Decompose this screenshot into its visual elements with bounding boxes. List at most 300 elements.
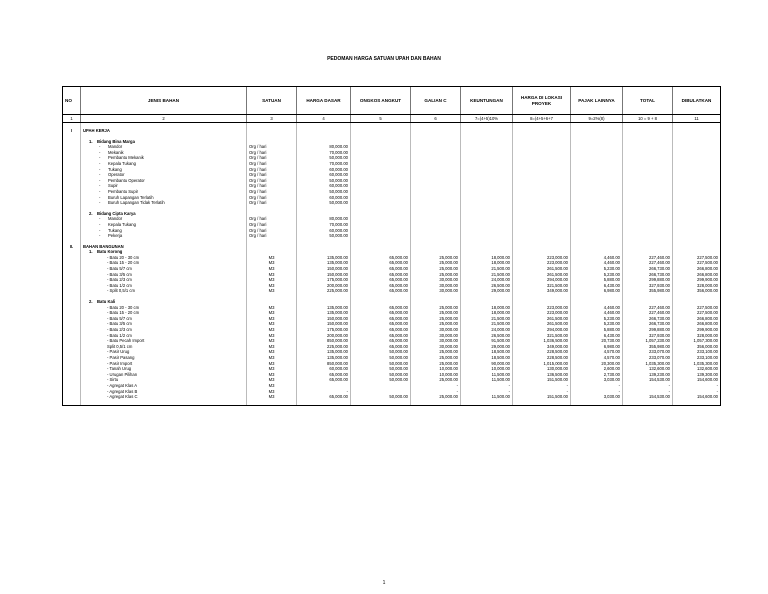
satuan-cell: M3 [247, 333, 297, 339]
harga-dasar-cell: 175,000.00 [297, 327, 351, 333]
header-ongkos-angkut: ONGKOS ANGKUT [351, 87, 411, 115]
harga-lokasi-cell: 223,000.00 [513, 255, 571, 261]
empty-cell [81, 400, 247, 406]
harga-dasar-cell: 60,000.00 [297, 183, 351, 189]
header-galian-c: GALIAN C [411, 87, 461, 115]
harga-lokasi-cell: 294,000.00 [513, 277, 571, 283]
bullet-dash: - [99, 149, 101, 155]
ongkos-angkut-cell: 65,000.00 [351, 338, 411, 344]
satuan-cell: M3 [247, 255, 297, 261]
pajak-cell: - [571, 383, 623, 389]
total-cell: 299,880.00 [623, 327, 673, 333]
satuan-cell: Org / hari [247, 155, 297, 161]
satuan-cell: Org / hari [247, 167, 297, 173]
keuntungan-cell: 18,000.00 [461, 255, 513, 261]
keuntungan-cell: 18,000.00 [461, 310, 513, 316]
satuan-cell: M3 [247, 338, 297, 344]
total-cell: 355,980.00 [623, 288, 673, 294]
empty-cell [411, 400, 461, 406]
satuan-cell: Org / hari [247, 222, 297, 228]
galian-c-cell: - [411, 383, 461, 389]
keuntungan-cell: 21,500.00 [461, 321, 513, 327]
harga-dasar-cell: 850,000.00 [297, 361, 351, 367]
pajak-cell: 5,230.00 [571, 272, 623, 278]
galian-c-cell: 25,000.00 [411, 377, 461, 383]
total-cell: 327,930.00 [623, 333, 673, 339]
item-name: - Batu 15 - 20 cm [81, 310, 247, 316]
total-cell: 299,880.00 [623, 277, 673, 283]
total-cell: 227,460.00 [623, 305, 673, 311]
col-index: 9=2%(8) [571, 115, 623, 123]
pajak-cell: 4,460.00 [571, 260, 623, 266]
ongkos-angkut-cell: 65,000.00 [351, 288, 411, 294]
empty-cell [297, 400, 351, 406]
item-name-text: Kepala Tukang [108, 160, 136, 166]
header-pajak-lainnya: PAJAK LAINNYA [571, 87, 623, 115]
harga-lokasi-cell: 223,000.00 [513, 260, 571, 266]
galian-c-cell: 25,000.00 [411, 255, 461, 261]
satuan-cell: M3 [247, 361, 297, 367]
satuan-cell: Org / hari [247, 200, 297, 206]
item-name: - Agregat Klas A [81, 383, 247, 389]
dibulatkan-cell: 227,500.00 [673, 260, 721, 266]
keuntungan-cell: 26,500.00 [461, 283, 513, 289]
total-cell: 154,530.00 [623, 394, 673, 400]
harga-lokasi-cell: 228,500.00 [513, 349, 571, 355]
pajak-cell: 5,880.00 [571, 277, 623, 283]
item-name: - Batu 15 - 20 cm [81, 260, 247, 266]
harga-lokasi-cell: 223,000.00 [513, 310, 571, 316]
section-title: UPAH KERJA [81, 128, 247, 134]
item-name: - Batu 2/3 cm [81, 327, 247, 333]
harga-lokasi-cell: 223,000.00 [513, 305, 571, 311]
satuan-cell: M3 [247, 327, 297, 333]
keuntungan-cell: 26,500.00 [461, 333, 513, 339]
total-cell: 355,980.00 [623, 344, 673, 350]
satuan-cell: Org / hari [247, 144, 297, 150]
harga-lokasi-cell: 136,500.00 [513, 372, 571, 378]
galian-c-cell: 30,000.00 [411, 277, 461, 283]
bullet-dash: - [99, 233, 101, 239]
ongkos-angkut-cell: 50,000.00 [351, 372, 411, 378]
pajak-cell: 5,230.00 [571, 321, 623, 327]
satuan-cell: M3 [247, 283, 297, 289]
keuntungan-cell: 11,500.00 [461, 372, 513, 378]
bullet-dash: - [99, 144, 101, 150]
ongkos-angkut-cell: 65,000.00 [351, 316, 411, 322]
pajak-cell: 4,460.00 [571, 305, 623, 311]
bullet-dash: - [99, 166, 101, 172]
bullet-dash: - [99, 216, 101, 222]
keuntungan-cell: 18,500.00 [461, 355, 513, 361]
satuan-cell: M3 [247, 394, 297, 400]
keuntungan-cell: 29,000.00 [461, 288, 513, 294]
total-cell: 227,460.00 [623, 310, 673, 316]
keuntungan-cell: 91,500.00 [461, 338, 513, 344]
keuntungan-cell: 21,500.00 [461, 266, 513, 272]
ongkos-angkut-cell: 50,000.00 [351, 366, 411, 372]
header-total: TOTAL [623, 87, 673, 115]
ongkos-angkut-cell: 65,000.00 [351, 272, 411, 278]
group-title: Bidang Cipta Karya [97, 210, 136, 216]
bullet-dash: - [99, 188, 101, 194]
section-number: II. [63, 244, 81, 250]
dibulatkan-cell: 154,600.00 [673, 394, 721, 400]
item-name: Split 0,5/1 cm [81, 344, 247, 350]
keuntungan-cell: 24,000.00 [461, 327, 513, 333]
item-name: - Urugan Pilihan [81, 372, 247, 378]
empty-cell [247, 400, 297, 406]
item-name: - Batu 2/3 cm [81, 277, 247, 283]
group-number: 2. [89, 299, 93, 305]
harga-dasar-cell: 80,000.00 [297, 216, 351, 222]
group-title: Batu Korong [97, 249, 123, 255]
harga-dasar-cell: 135,000.00 [297, 255, 351, 261]
galian-c-cell: 25,000.00 [411, 394, 461, 400]
empty-cell [351, 400, 411, 406]
harga-lokasi-cell: 1,015,000.00 [513, 361, 571, 367]
item-name: - Pasir Import [81, 361, 247, 367]
galian-c-cell: 25,000.00 [411, 349, 461, 355]
ongkos-angkut-cell: 65,000.00 [351, 327, 411, 333]
satuan-cell: M3 [247, 389, 297, 395]
harga-dasar-cell: 65,000.00 [297, 377, 351, 383]
harga-lokasi-cell: - [513, 389, 571, 395]
satuan-cell: Org / hari [247, 216, 297, 222]
harga-dasar-cell: 60,000.00 [297, 172, 351, 178]
ongkos-angkut-cell: 65,000.00 [351, 344, 411, 350]
harga-lokasi-cell: 228,500.00 [513, 355, 571, 361]
satuan-cell: Org / hari [247, 183, 297, 189]
item-name: - Agregat Klas B [81, 389, 247, 395]
col-index: 7=(4+5)10% [461, 115, 513, 123]
keuntungan-cell: 10,000.00 [461, 366, 513, 372]
keuntungan-cell: 90,000.00 [461, 361, 513, 367]
group-number: 1. [89, 249, 93, 255]
galian-c-cell: 30,000.00 [411, 327, 461, 333]
harga-dasar-cell: - [297, 389, 351, 395]
satuan-cell: Org / hari [247, 161, 297, 167]
pajak-cell: 6,430.00 [571, 283, 623, 289]
header-jenis-bahan: JENIS BAHAN [81, 87, 247, 115]
item-name: - Batu 20 - 30 cm [81, 305, 247, 311]
satuan-cell: M3 [247, 288, 297, 294]
header-harga-dasar: HARGA DASAR [297, 87, 351, 115]
item-name-text: Tukang [108, 166, 122, 172]
pajak-cell: 4,570.00 [571, 349, 623, 355]
galian-c-cell: 30,000.00 [411, 288, 461, 294]
satuan-cell: Org / hari [247, 172, 297, 178]
harga-lokasi-cell: 261,500.00 [513, 316, 571, 322]
dibulatkan-cell: 139,300.00 [673, 372, 721, 378]
dibulatkan-cell: 299,900.00 [673, 327, 721, 333]
galian-c-cell: 30,000.00 [411, 333, 461, 339]
dibulatkan-cell: 227,500.00 [673, 310, 721, 316]
total-cell: 139,230.00 [623, 372, 673, 378]
column-index-row [63, 115, 721, 123]
harga-dasar-cell: 65,000.00 [297, 394, 351, 400]
dibulatkan-cell: - [673, 389, 721, 395]
pajak-cell: 5,230.00 [571, 266, 623, 272]
harga-lokasi-cell: - [513, 383, 571, 389]
harga-lokasi-cell: 321,500.00 [513, 333, 571, 339]
bullet-dash: - [99, 177, 101, 183]
harga-dasar-cell: 225,000.00 [297, 288, 351, 294]
item-name: - Split 0,5/1 cm [81, 288, 247, 294]
bullet-dash: - [99, 221, 101, 227]
harga-lokasi-cell: 261,500.00 [513, 321, 571, 327]
galian-c-cell: 25,000.00 [411, 272, 461, 278]
harga-dasar-cell: 70,000.00 [297, 150, 351, 156]
total-cell: 1,035,300.00 [623, 361, 673, 367]
total-cell: 233,070.00 [623, 355, 673, 361]
item-name: - Batu 1/2 cm [81, 283, 247, 289]
item-name: - Batu 1/2 cm [81, 333, 247, 339]
harga-lokasi-cell: 349,000.00 [513, 344, 571, 350]
harga-dasar-cell: 60,000.00 [297, 366, 351, 372]
harga-lokasi-cell: 321,500.00 [513, 283, 571, 289]
ongkos-angkut-cell: 50,000.00 [351, 349, 411, 355]
dibulatkan-cell: 328,000.00 [673, 283, 721, 289]
harga-dasar-cell: 70,000.00 [297, 161, 351, 167]
galian-c-cell: 10,000.00 [411, 366, 461, 372]
dibulatkan-cell: 266,800.00 [673, 272, 721, 278]
bullet-dash: - [99, 194, 101, 200]
table-body [63, 123, 721, 406]
keuntungan-cell: 29,000.00 [461, 344, 513, 350]
ongkos-angkut-cell: 50,000.00 [351, 377, 411, 383]
satuan-cell: M3 [247, 266, 297, 272]
ongkos-angkut-cell: 65,000.00 [351, 260, 411, 266]
col-index: 3 [247, 115, 297, 123]
empty-cell [461, 400, 513, 406]
header-keuntungan: KEUNTUNGAN [461, 87, 513, 115]
bullet-dash: - [99, 172, 101, 178]
dibulatkan-cell: 154,600.00 [673, 377, 721, 383]
satuan-cell: M3 [247, 383, 297, 389]
group-title: Batu Kali [97, 299, 116, 305]
total-cell: 154,530.00 [623, 377, 673, 383]
satuan-cell: M3 [247, 272, 297, 278]
bullet-dash: - [99, 200, 101, 206]
harga-lokasi-cell: 151,500.00 [513, 377, 571, 383]
dibulatkan-cell: 233,100.00 [673, 349, 721, 355]
group-number: 1. [89, 138, 93, 144]
harga-lokasi-cell: 130,000.00 [513, 366, 571, 372]
keuntungan-cell: 18,000.00 [461, 260, 513, 266]
col-index: 2 [81, 115, 247, 123]
harga-dasar-cell: 200,000.00 [297, 333, 351, 339]
col-index: 4 [297, 115, 351, 123]
harga-dasar-cell: 60,000.00 [297, 167, 351, 173]
item-name-text: Operator [108, 172, 125, 178]
satuan-cell: M3 [247, 344, 297, 350]
total-cell: - [623, 383, 673, 389]
harga-dasar-cell: 150,000.00 [297, 316, 351, 322]
satuan-cell: M3 [247, 316, 297, 322]
item-name-text: Pembantu Supir [108, 188, 139, 194]
item-name-text: Supir [108, 183, 118, 189]
harga-lokasi-cell: 151,500.00 [513, 394, 571, 400]
item-name-text: Pekerja [108, 233, 123, 239]
galian-c-cell: 30,000.00 [411, 338, 461, 344]
galian-c-cell: 25,000.00 [411, 260, 461, 266]
total-cell: 1,057,230.00 [623, 338, 673, 344]
harga-dasar-cell: 150,000.00 [297, 321, 351, 327]
section-number: I [63, 128, 81, 134]
total-cell: - [623, 389, 673, 395]
keuntungan-cell: 11,500.00 [461, 394, 513, 400]
item-name-text: Buruh Lapangan Terlatih [108, 194, 154, 200]
dibulatkan-cell: 233,100.00 [673, 355, 721, 361]
keuntungan-cell: 24,000.00 [461, 277, 513, 283]
bullet-dash: - [99, 155, 101, 161]
item-name: - Batu 20 - 30 cm [81, 255, 247, 261]
harga-dasar-cell: 135,000.00 [297, 349, 351, 355]
header-dibulatkan: DIBULATKAN [673, 87, 721, 115]
satuan-cell: M3 [247, 355, 297, 361]
pajak-cell: 5,880.00 [571, 327, 623, 333]
ongkos-angkut-cell: 65,000.00 [351, 333, 411, 339]
total-cell: 327,930.00 [623, 283, 673, 289]
spacer-row [63, 400, 721, 406]
total-cell: 227,460.00 [623, 255, 673, 261]
col-index: 5 [351, 115, 411, 123]
pajak-cell: 2,600.00 [571, 366, 623, 372]
item-name-text: Mandor [108, 216, 123, 222]
galian-c-cell: 25,000.00 [411, 361, 461, 367]
col-index: 11 [673, 115, 721, 123]
harga-lokasi-cell: 349,000.00 [513, 288, 571, 294]
empty-cell [513, 400, 571, 406]
satuan-cell: M3 [247, 349, 297, 355]
harga-dasar-cell: 135,000.00 [297, 310, 351, 316]
ongkos-angkut-cell: 65,000.00 [351, 277, 411, 283]
satuan-cell: M3 [247, 377, 297, 383]
pajak-cell: 3,030.00 [571, 377, 623, 383]
item-name: - Batu 3/5 cm [81, 321, 247, 327]
dibulatkan-cell: 227,500.00 [673, 255, 721, 261]
galian-c-cell: 30,000.00 [411, 283, 461, 289]
harga-dasar-cell: 80,000.00 [297, 144, 351, 150]
ongkos-angkut-cell: 50,000.00 [351, 355, 411, 361]
header-harga-di-lokasi [513, 87, 571, 115]
item-name: - Batu 3/5 cm [81, 272, 247, 278]
satuan-cell: Org / hari [247, 189, 297, 195]
pajak-cell: 6,980.00 [571, 288, 623, 294]
dibulatkan-cell: 266,800.00 [673, 316, 721, 322]
harga-dasar-cell: 50,000.00 [297, 178, 351, 184]
total-cell: 266,730.00 [623, 316, 673, 322]
dibulatkan-cell: 1,057,300.00 [673, 338, 721, 344]
header-harga-di-lokasi-line1: HARGA DI LOKASI [520, 94, 563, 100]
dibulatkan-cell: 299,900.00 [673, 277, 721, 283]
satuan-cell: M3 [247, 305, 297, 311]
empty-cell [63, 400, 81, 406]
col-index: 10 = 9 + 8 [623, 115, 673, 123]
satuan-cell: Org / hari [247, 228, 297, 234]
item-name: - Batu Pecah Import [81, 338, 247, 344]
harga-dasar-cell: 60,000.00 [297, 195, 351, 201]
pajak-cell: 2,730.00 [571, 372, 623, 378]
keuntungan-cell: 11,500.00 [461, 377, 513, 383]
dibulatkan-cell: 132,600.00 [673, 366, 721, 372]
pajak-cell: 20,300.00 [571, 361, 623, 367]
harga-dasar-cell: 135,000.00 [297, 260, 351, 266]
keuntungan-cell: 18,000.00 [461, 305, 513, 311]
total-cell: 266,730.00 [623, 321, 673, 327]
galian-c-cell: 25,000.00 [411, 321, 461, 327]
harga-dasar-cell: 65,000.00 [297, 372, 351, 378]
item-name: - Batu 5/7 cm [81, 316, 247, 322]
item-name: - Batu 5/7 cm [81, 266, 247, 272]
harga-lokasi-cell: 261,500.00 [513, 272, 571, 278]
ongkos-angkut-cell: 65,000.00 [351, 321, 411, 327]
group-number: 2. [89, 210, 93, 216]
harga-dasar-cell: 70,000.00 [297, 222, 351, 228]
pajak-cell: 3,030.00 [571, 394, 623, 400]
item-name-text: Mekanik [108, 149, 124, 155]
pajak-cell: 4,570.00 [571, 355, 623, 361]
keuntungan-cell: - [461, 389, 513, 395]
satuan-cell: Org / hari [247, 178, 297, 184]
dibulatkan-cell: 356,000.00 [673, 288, 721, 294]
satuan-cell: Org / hari [247, 195, 297, 201]
ongkos-angkut-cell: 65,000.00 [351, 255, 411, 261]
total-cell: 266,730.00 [623, 272, 673, 278]
harga-dasar-cell: 50,000.00 [297, 155, 351, 161]
pajak-cell: 6,980.00 [571, 344, 623, 350]
harga-dasar-cell: 50,000.00 [297, 200, 351, 206]
group-title: Bidang Bina Marga [97, 138, 135, 144]
total-cell: 233,070.00 [623, 349, 673, 355]
col-index: 6 [411, 115, 461, 123]
item-name: - Pasir Pasang [81, 355, 247, 361]
item-name-text: Tukang [108, 227, 122, 233]
empty-cell [623, 400, 673, 406]
ongkos-angkut-cell: 50,000.00 [351, 394, 411, 400]
dibulatkan-cell: 1,035,300.00 [673, 361, 721, 367]
item-name-text: Pembantu Operator [108, 177, 145, 183]
header-no: NO [63, 87, 81, 115]
bullet-dash: - [99, 160, 101, 166]
satuan-cell: M3 [247, 372, 297, 378]
pajak-cell: - [571, 389, 623, 395]
pajak-cell: 5,230.00 [571, 316, 623, 322]
pajak-cell: 6,430.00 [571, 333, 623, 339]
pajak-cell: 4,460.00 [571, 310, 623, 316]
harga-dasar-cell: 60,000.00 [297, 228, 351, 234]
dibulatkan-cell: 266,800.00 [673, 266, 721, 272]
harga-dasar-cell: 135,000.00 [297, 305, 351, 311]
price-table [62, 86, 721, 406]
ongkos-angkut-cell: 50,000.00 [351, 361, 411, 367]
satuan-cell: M3 [247, 366, 297, 372]
harga-lokasi-cell: 294,000.00 [513, 327, 571, 333]
satuan-cell: M3 [247, 260, 297, 266]
satuan-cell: M3 [247, 321, 297, 327]
item-name-text: Buruh Lapangan Tidak Terlatih [108, 200, 165, 206]
galian-c-cell: 25,000.00 [411, 355, 461, 361]
header-satuan: SATUAN [247, 87, 297, 115]
dibulatkan-cell: 356,000.00 [673, 344, 721, 350]
galian-c-cell: 10,000.00 [411, 372, 461, 378]
harga-dasar-cell: 200,000.00 [297, 283, 351, 289]
dibulatkan-cell: 328,000.00 [673, 333, 721, 339]
harga-dasar-cell: 50,000.00 [297, 189, 351, 195]
item-name: - Sirtu [81, 377, 247, 383]
satuan-cell: Org / hari [247, 150, 297, 156]
